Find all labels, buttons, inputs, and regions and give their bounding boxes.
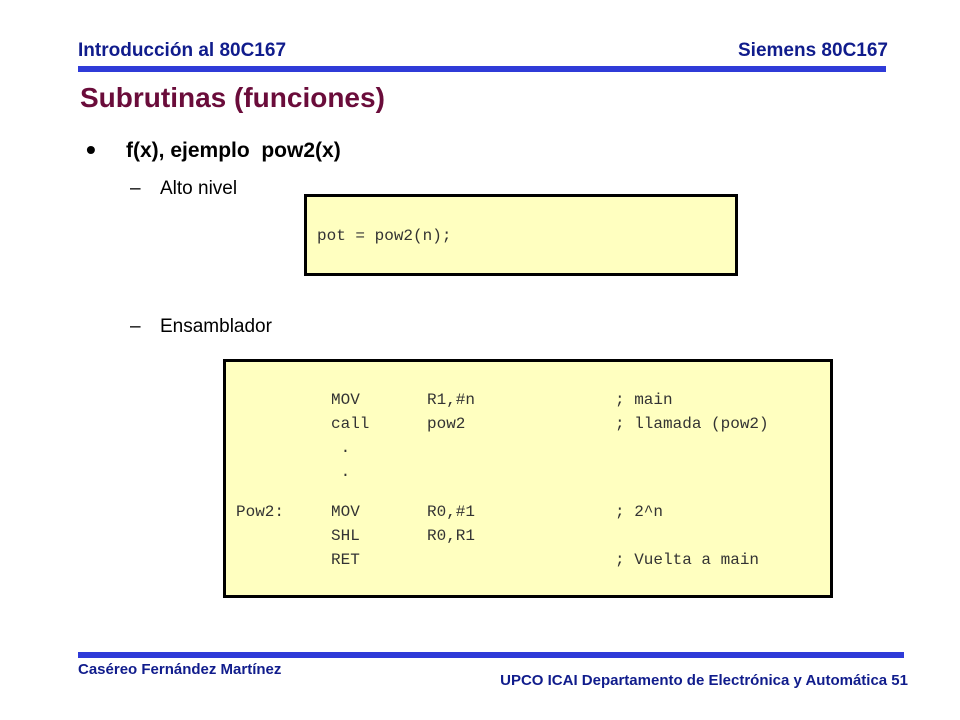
bullet-icon: •: [86, 134, 96, 165]
code-op: .: [331, 439, 351, 457]
sub-item-label: Alto nivel: [160, 178, 238, 199]
slide-title: Subrutinas (funciones): [80, 82, 385, 113]
footer-department: UPCO ICAI Departamento de Electrónica y Automática 51: [500, 672, 908, 689]
code-op: MOV: [331, 391, 360, 409]
code-op: MOV: [331, 503, 360, 521]
code-label: Pow2:: [236, 503, 285, 521]
code-row: [226, 391, 830, 415]
code-arg: pow2: [427, 415, 466, 433]
code-comment: ; 2^n: [615, 503, 664, 521]
sub-item-assembler: [130, 316, 272, 338]
code-comment: ; main: [615, 391, 673, 409]
code-arg: R0,R1: [427, 527, 476, 545]
bullet-text: f(x), ejemplo pow2(x): [126, 139, 341, 162]
code-line: pot = pow2(n);: [317, 227, 452, 245]
code-row: [226, 527, 830, 551]
code-comment: ; Vuelta a main: [615, 551, 760, 569]
sub-item-high-level: [130, 178, 237, 200]
code-row: [226, 503, 830, 527]
code-op: .: [331, 463, 351, 481]
code-op: call: [331, 415, 370, 433]
footer-rule: [78, 652, 904, 658]
footer-author: Caséreo Fernández Martínez: [78, 661, 282, 678]
sub-item-label: Ensamblador: [160, 316, 272, 337]
header-right-title: Siemens 80C167: [738, 40, 888, 61]
assembler-code-box: [223, 359, 833, 598]
code-row: [226, 463, 830, 487]
code-op: RET: [331, 551, 360, 569]
header-rule: [78, 66, 886, 72]
dash-icon: –: [130, 316, 141, 337]
code-row: [226, 439, 830, 463]
high-level-code-box: [304, 194, 738, 276]
dash-icon: –: [130, 178, 141, 199]
code-arg: R1,#n: [427, 391, 476, 409]
code-row: [226, 551, 830, 575]
header-left-title: Introducción al 80C167: [78, 40, 287, 61]
code-op: SHL: [331, 527, 360, 545]
code-arg: R0,#1: [427, 503, 476, 521]
code-row: [226, 415, 830, 439]
code-comment: ; llamada (pow2): [615, 415, 769, 433]
